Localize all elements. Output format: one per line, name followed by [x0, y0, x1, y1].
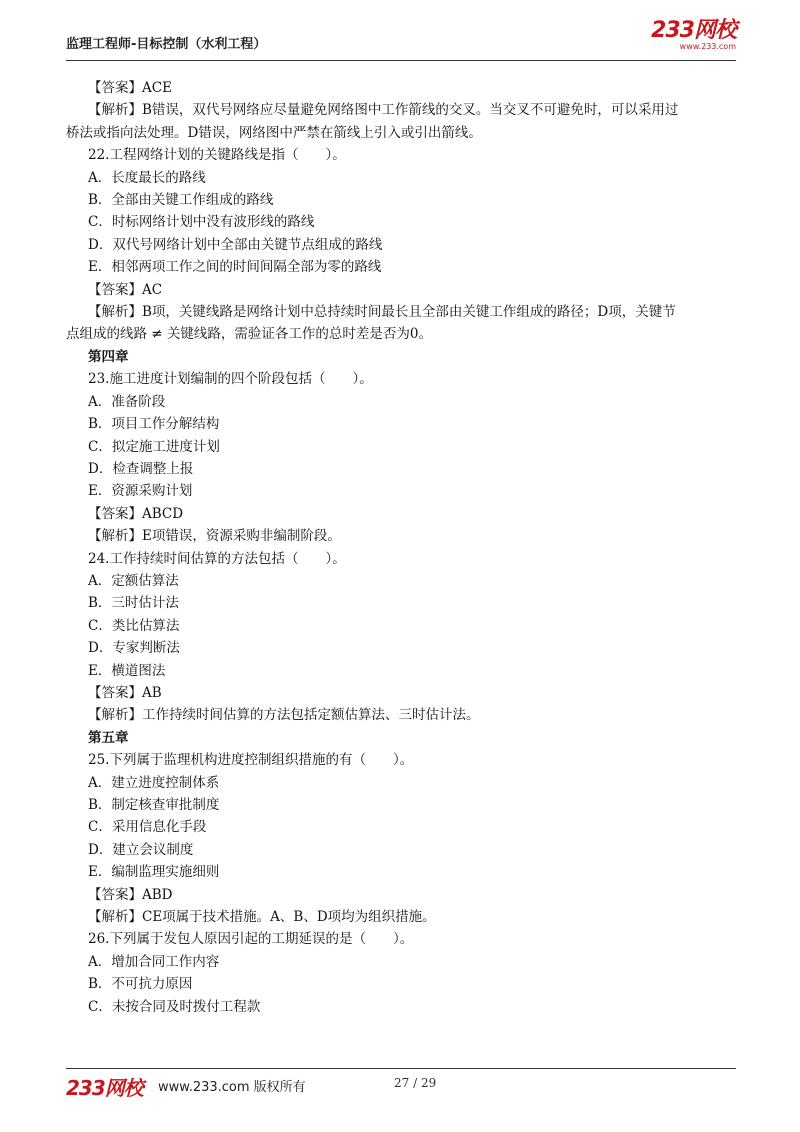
- text-line: 24.工作持续时间估算的方法包括（ ）。: [88, 550, 346, 567]
- text-line: 桥法或指向法处理。D错误，网络图中严禁在箭线上引入或引出箭线。: [66, 124, 482, 141]
- text-line: D．专家判断法: [88, 640, 180, 657]
- text-line: 26.下列属于发包人原因引起的工期延误的是（ ）。: [88, 931, 414, 948]
- text-line: 【解析】CE项属于技术措施。A、B、D项均为组织措施。: [88, 909, 436, 926]
- text-line: B．全部由关键工作组成的路线: [88, 192, 274, 209]
- text-line: A．建立进度控制体系: [88, 774, 220, 791]
- text-line: A．增加合同工作内容: [88, 953, 220, 970]
- header-divider: [66, 60, 736, 61]
- text-line: 【答案】ACE: [88, 80, 172, 96]
- text-line: E．资源采购计划: [88, 483, 193, 500]
- text-line: A．定额估算法: [88, 572, 179, 589]
- text-line: 【解析】B错误，双代号网络应尽量避免网络图中工作箭线的交叉。当交叉不可避免时，可以采用过: [88, 102, 679, 119]
- text-line: D．建立会议制度: [88, 841, 194, 858]
- text-line: C．未按合同及时拨付工程款: [88, 998, 261, 1015]
- text-line: E．编制监理实施细则: [88, 864, 220, 881]
- chapter-heading: 第四章: [88, 348, 129, 365]
- text-line: 【解析】B项，关键线路是网络计划中总持续时间最长且全部由关键工作组成的路径；D项，关键节: [88, 304, 676, 321]
- text-line: 23.施工进度计划编制的四个阶段包括（ ）。: [88, 371, 373, 388]
- page-number: 27 / 29: [394, 1076, 437, 1090]
- text-line: E．横道图法: [88, 662, 166, 679]
- text-line: D．双代号网络计划中全部由关键节点组成的路线: [88, 236, 383, 253]
- text-line: C．采用信息化手段: [88, 819, 207, 836]
- text-line: 点组成的线路 ≠ 关键线路，需验证各工作的总时差是否为0。: [66, 326, 432, 343]
- text-line: B．项目工作分解结构: [88, 416, 220, 433]
- footer-logo: 233网校: [66, 1076, 143, 1100]
- text-line: B．制定核查审批制度: [88, 797, 220, 813]
- text-line: D．检查调整上报: [88, 460, 194, 477]
- text-line: 【答案】AB: [88, 684, 162, 701]
- text-line: A．长度最长的路线: [88, 169, 206, 186]
- chapter-heading: 第五章: [88, 729, 129, 746]
- text-line: A．准备阶段: [88, 393, 166, 410]
- footer-divider: [66, 1068, 736, 1069]
- document-title: 监理工程师-目标控制（水利工程）: [66, 37, 267, 52]
- text-line: C．时标网络计划中没有波形线的路线: [88, 214, 315, 231]
- page-header: [66, 20, 736, 58]
- text-line: B．三时估计法: [88, 595, 179, 612]
- text-line: C．拟定施工进度计划: [88, 438, 220, 455]
- brand-logo: [651, 20, 736, 52]
- text-line: 【答案】ABD: [88, 886, 173, 903]
- text-line: C．类比估算法: [88, 617, 180, 634]
- document-body: [66, 77, 738, 1018]
- text-line: 【答案】ABCD: [88, 505, 184, 522]
- logo-url: www.233.com: [679, 42, 736, 51]
- logo-wordmark: 233网校: [651, 18, 736, 43]
- text-line: 25.下列属于监理机构进度控制组织措施的有（ ）。: [88, 752, 414, 769]
- text-line: 【解析】工作持续时间估算的方法包括定额估算法、三时估计法。: [88, 707, 480, 724]
- footer-copyright: www.233.com 版权所有: [158, 1080, 306, 1095]
- text-line: E．相邻两项工作之间的时间间隔全部为零的路线: [88, 259, 382, 276]
- text-line: 22.工程网络计划的关键路线是指（ ）。: [88, 147, 346, 164]
- text-line: B．不可抗力原因: [88, 976, 193, 993]
- page-footer: [66, 1072, 736, 1100]
- text-line: 【解析】E项错误，资源采购非编制阶段。: [88, 528, 341, 545]
- text-line: 【答案】AC: [88, 281, 163, 298]
